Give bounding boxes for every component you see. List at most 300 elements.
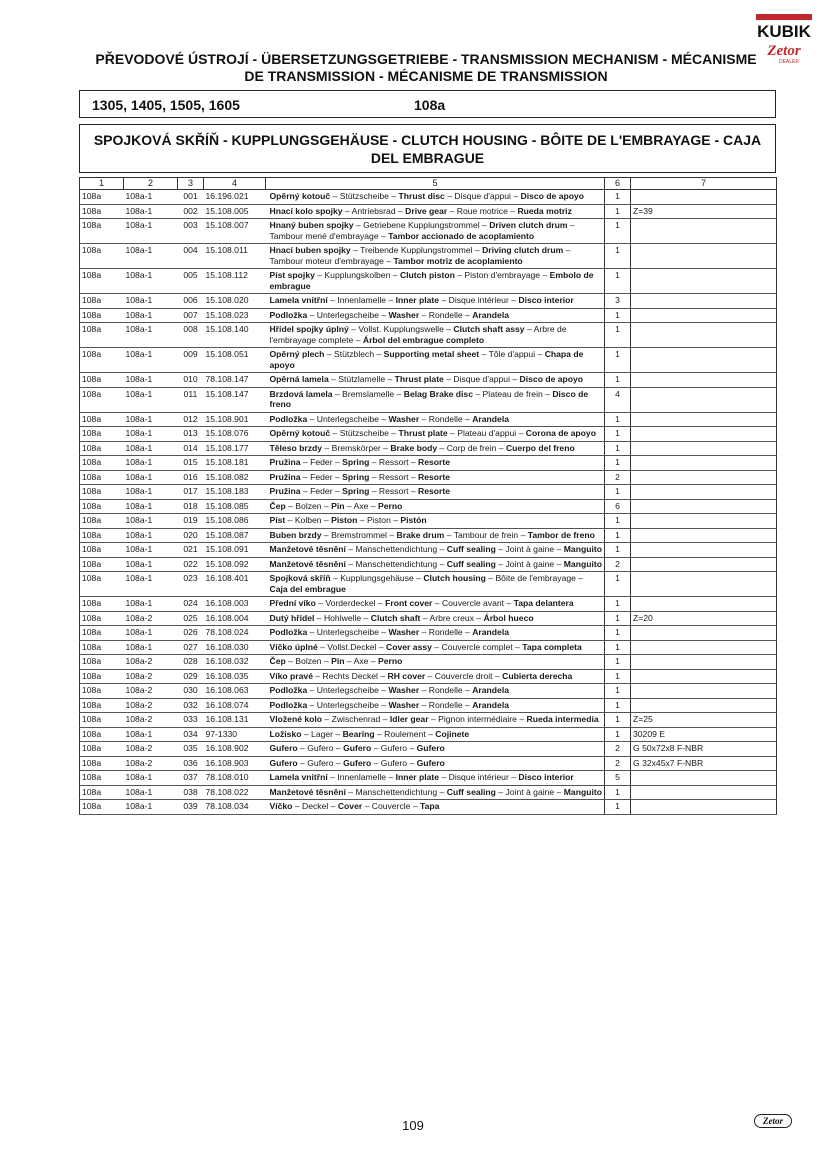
page-number: 109 xyxy=(402,1118,424,1133)
cell-part-number: 97-1330 xyxy=(204,727,266,742)
description-rest: – Unterlegscheibe – xyxy=(307,413,389,424)
cell-quantity: 1 xyxy=(605,204,631,219)
description-en: Washer xyxy=(388,699,420,710)
cell-position: 029 xyxy=(178,669,204,684)
cell-position: 032 xyxy=(178,698,204,713)
description-es: Árbol del embrague completo xyxy=(362,334,485,345)
column-header-6: 6 xyxy=(605,178,631,190)
table-row xyxy=(80,441,777,456)
cell-quantity: 1 xyxy=(605,485,631,500)
cell-quantity: 1 xyxy=(605,713,631,728)
logo-zetor-text: Zetor xyxy=(767,43,801,59)
description-rest2: – Roulement – xyxy=(374,728,436,739)
description-rest: – Unterlegscheibe – xyxy=(307,699,389,710)
description-rest: – Stützlamelle – xyxy=(328,374,395,384)
description-rest2: – Tambour mené d'embrayage – xyxy=(269,220,575,241)
description-rest: – Gufero – xyxy=(297,757,344,768)
cell-description xyxy=(266,412,605,427)
zetor-footer-logo: Zetor xyxy=(754,1114,792,1128)
description-es: Gufero xyxy=(416,757,445,768)
cell-quantity: 1 xyxy=(605,727,631,742)
cell-quantity: 1 xyxy=(605,785,631,800)
cell-figure: 108a-1 xyxy=(124,244,178,269)
cell-description xyxy=(266,727,605,742)
description-rest: – Vorderdeckel – xyxy=(315,598,386,608)
description-name: Čep xyxy=(269,500,286,511)
description-rest2: – Axe – xyxy=(344,656,378,666)
cell-note xyxy=(631,412,777,427)
description-en: Cuff sealing xyxy=(446,786,496,797)
cell-part-number: 15.108.183 xyxy=(204,485,266,500)
cell-position: 037 xyxy=(178,771,204,786)
cell-position: 026 xyxy=(178,626,204,641)
cell-group: 108a xyxy=(80,348,124,373)
description-es: Disco de freno xyxy=(269,388,589,409)
model-box xyxy=(79,90,776,118)
description-name: Opěrná lamela xyxy=(269,374,329,384)
cell-figure: 108a-1 xyxy=(124,456,178,471)
description-rest2: – Piston – xyxy=(357,515,401,525)
description-rest2: – Disque d'appui – xyxy=(443,374,520,384)
description-en: Drive gear xyxy=(405,205,448,216)
description-rest: – Zwischenrad – xyxy=(322,714,390,724)
description-name: Dutý hřídel xyxy=(269,612,315,623)
table-header-row xyxy=(80,178,777,190)
cell-quantity: 1 xyxy=(605,308,631,323)
cell-quantity: 1 xyxy=(605,669,631,684)
column-header-2: 2 xyxy=(124,178,178,190)
description-es: Arandela xyxy=(472,685,509,695)
cell-figure: 108a-1 xyxy=(124,219,178,244)
cell-part-number: 15.108.177 xyxy=(204,441,266,456)
description-en: Spring xyxy=(342,486,370,496)
description-en: Supporting metal sheet xyxy=(383,349,480,359)
cell-part-number: 15.108.051 xyxy=(204,348,266,373)
cell-quantity: 5 xyxy=(605,771,631,786)
table-row xyxy=(80,572,777,597)
cell-description xyxy=(266,323,605,348)
description-en: Bearing xyxy=(342,728,375,739)
cell-position: 014 xyxy=(178,441,204,456)
cell-note xyxy=(631,785,777,800)
cell-description xyxy=(266,669,605,684)
cell-figure: 108a-1 xyxy=(124,499,178,514)
cell-description xyxy=(266,771,605,786)
description-es: Corona de apoyo xyxy=(525,428,596,438)
cell-figure: 108a-1 xyxy=(124,470,178,485)
table-row xyxy=(80,499,777,514)
description-name: Manžetové těsnění xyxy=(269,786,346,797)
description-en: Washer xyxy=(388,627,420,637)
description-en: Piston xyxy=(331,515,358,525)
description-name: Lamela vnitřní xyxy=(269,295,328,305)
table-row xyxy=(80,204,777,219)
description-rest2: – Disque intérieur – xyxy=(439,295,519,305)
cell-part-number: 15.108.011 xyxy=(204,244,266,269)
table-row xyxy=(80,219,777,244)
cell-quantity: 1 xyxy=(605,597,631,612)
cell-part-number: 16.108.902 xyxy=(204,742,266,757)
table-row xyxy=(80,269,777,294)
cell-figure: 108a-1 xyxy=(124,348,178,373)
description-name: Opěrný kotouč xyxy=(269,428,331,438)
description-es: Arandela xyxy=(472,699,509,710)
cell-position: 001 xyxy=(178,190,204,205)
table-row xyxy=(80,626,777,641)
cell-note: Z=20 xyxy=(631,611,777,626)
description-rest: – Rechts Deckel – xyxy=(312,670,388,681)
description-rest2: – Rondelle – xyxy=(419,627,473,637)
table-row xyxy=(80,684,777,699)
cell-quantity: 1 xyxy=(605,800,631,815)
description-en: Inner plate xyxy=(395,295,440,305)
description-rest2: – Arbre creux – xyxy=(420,612,484,623)
logo-zetor-sub: DEALER xyxy=(778,59,799,65)
table-row xyxy=(80,348,777,373)
cell-description xyxy=(266,269,605,294)
description-en: Brake drum xyxy=(396,529,445,540)
cell-quantity: 2 xyxy=(605,557,631,572)
cell-description xyxy=(266,742,605,757)
description-rest2: – Roue motrice – xyxy=(447,205,518,216)
table-row xyxy=(80,557,777,572)
cell-group: 108a xyxy=(80,190,124,205)
description-name: Podložka xyxy=(269,685,308,695)
cell-part-number: 16.108.074 xyxy=(204,698,266,713)
description-name: Podložka xyxy=(269,699,308,710)
cell-description xyxy=(266,499,605,514)
cell-position: 004 xyxy=(178,244,204,269)
cell-position: 020 xyxy=(178,528,204,543)
table-row xyxy=(80,514,777,529)
cell-note xyxy=(631,698,777,713)
cell-note xyxy=(631,557,777,572)
column-header-5: 5 xyxy=(266,178,605,190)
cell-position: 022 xyxy=(178,557,204,572)
cell-group: 108a xyxy=(80,219,124,244)
cell-description xyxy=(266,204,605,219)
cell-part-number: 15.108.085 xyxy=(204,499,266,514)
description-name: Píst xyxy=(269,515,286,525)
description-rest2: – Couvercle – xyxy=(362,801,420,811)
table-row xyxy=(80,713,777,728)
cell-position: 017 xyxy=(178,485,204,500)
column-header-7: 7 xyxy=(631,178,777,190)
cell-description xyxy=(266,514,605,529)
cell-figure: 108a-1 xyxy=(124,387,178,412)
description-name: Opěrný kotouč xyxy=(269,191,331,201)
table-row xyxy=(80,727,777,742)
description-name: Podložka xyxy=(269,627,308,637)
cell-note: G 32x45x7 F-NBR xyxy=(631,756,777,771)
description-es: Resorte xyxy=(418,486,451,496)
model-list: 1305, 1405, 1505, 1605 xyxy=(92,97,240,113)
description-name: Buben brzdy xyxy=(269,529,322,540)
page-title: PŘEVODOVÉ ÚSTROJÍ - ÜBERSETZUNGSGETRIEBE - TRANSMISSION MECHANISM - MÉCANISME DE TRANSMISSION - MÉCANISME DE TRANSMISSION xyxy=(95,51,757,84)
cell-group: 108a xyxy=(80,543,124,558)
cell-description xyxy=(266,441,605,456)
description-rest: – Unterlegscheibe – xyxy=(307,627,389,637)
cell-part-number: 16.108.401 xyxy=(204,572,266,597)
cell-group: 108a xyxy=(80,499,124,514)
parts-table-body xyxy=(80,190,777,815)
cell-note xyxy=(631,219,777,244)
description-rest2: – Gufero – xyxy=(371,757,417,768)
description-es: Chapa de apoyo xyxy=(269,349,584,370)
cell-note xyxy=(631,771,777,786)
cell-note xyxy=(631,348,777,373)
cell-note xyxy=(631,800,777,815)
cell-group: 108a xyxy=(80,373,124,388)
description-rest2: – Disque d'appui – xyxy=(444,191,521,201)
cell-description xyxy=(266,348,605,373)
description-es: Perno xyxy=(377,656,403,666)
description-name: Pružina xyxy=(269,471,301,482)
description-es: Cojinete xyxy=(435,728,470,739)
cell-quantity: 1 xyxy=(605,323,631,348)
cell-quantity: 1 xyxy=(605,190,631,205)
cell-quantity: 1 xyxy=(605,373,631,388)
cell-part-number: 15.108.092 xyxy=(204,557,266,572)
cell-quantity: 1 xyxy=(605,456,631,471)
cell-part-number: 15.108.112 xyxy=(204,269,266,294)
description-rest: – Unterlegscheibe – xyxy=(307,309,389,320)
cell-note xyxy=(631,190,777,205)
table-row xyxy=(80,543,777,558)
description-rest2: – Tôle d'appui – xyxy=(479,349,545,359)
column-header-1: 1 xyxy=(80,178,124,190)
description-en: Spring xyxy=(342,471,370,482)
cell-position: 010 xyxy=(178,373,204,388)
cell-position: 039 xyxy=(178,800,204,815)
cell-quantity: 2 xyxy=(605,470,631,485)
cell-figure: 108a-2 xyxy=(124,669,178,684)
description-name: Pružina xyxy=(269,486,301,496)
cell-group: 108a xyxy=(80,785,124,800)
cell-position: 005 xyxy=(178,269,204,294)
description-name: Víčko xyxy=(269,801,293,811)
description-es: Disco interior xyxy=(518,772,574,782)
description-rest2: – Tambour de frein – xyxy=(444,529,528,540)
cell-part-number: 16.108.903 xyxy=(204,756,266,771)
cell-note: Z=25 xyxy=(631,713,777,728)
cell-position: 038 xyxy=(178,785,204,800)
cell-position: 033 xyxy=(178,713,204,728)
cell-figure: 108a-1 xyxy=(124,204,178,219)
cell-figure: 108a-1 xyxy=(124,528,178,543)
cell-position: 036 xyxy=(178,756,204,771)
cell-note xyxy=(631,572,777,597)
description-name: Hřídel spojky úplný xyxy=(269,324,349,334)
description-en: Cuff sealing xyxy=(446,544,496,554)
table-row xyxy=(80,640,777,655)
cell-position: 003 xyxy=(178,219,204,244)
cell-figure: 108a-1 xyxy=(124,441,178,456)
description-es: Pistón xyxy=(400,515,427,525)
table-row xyxy=(80,485,777,500)
description-rest: – Unterlegscheibe – xyxy=(307,685,389,695)
cell-figure: 108a-1 xyxy=(124,557,178,572)
cell-quantity: 1 xyxy=(605,698,631,713)
cell-part-number: 16.108.035 xyxy=(204,669,266,684)
cell-group: 108a xyxy=(80,655,124,670)
cell-note: 30209 E xyxy=(631,727,777,742)
cell-quantity: 1 xyxy=(605,441,631,456)
description-name: Vložené kolo xyxy=(269,714,323,724)
description-name: Pružina xyxy=(269,457,301,467)
cell-group: 108a xyxy=(80,626,124,641)
cell-group: 108a xyxy=(80,800,124,815)
cell-figure: 108a-1 xyxy=(124,294,178,309)
description-en: Gufero xyxy=(343,743,372,753)
cell-note: G 50x72x8 F-NBR xyxy=(631,742,777,757)
cell-note xyxy=(631,308,777,323)
cell-description xyxy=(266,456,605,471)
cell-position: 008 xyxy=(178,323,204,348)
description-rest: – Stützscheibe – xyxy=(330,191,399,201)
cell-part-number: 15.108.023 xyxy=(204,308,266,323)
cell-note xyxy=(631,528,777,543)
cell-group: 108a xyxy=(80,294,124,309)
cell-note xyxy=(631,597,777,612)
description-rest: – Feder – xyxy=(300,471,343,482)
table-row xyxy=(80,387,777,412)
description-name: Čep xyxy=(269,656,286,666)
description-en: Thrust disc xyxy=(398,191,445,201)
cell-note xyxy=(631,514,777,529)
description-en: Washer xyxy=(388,413,420,424)
description-name: Podložka xyxy=(269,309,308,320)
cell-description xyxy=(266,640,605,655)
cell-quantity: 4 xyxy=(605,387,631,412)
description-rest2: – Ressort – xyxy=(369,486,419,496)
description-en: Cover assy xyxy=(386,641,432,652)
description-es: Tapa delantera xyxy=(513,598,574,608)
cell-group: 108a xyxy=(80,485,124,500)
cell-group: 108a xyxy=(80,713,124,728)
description-rest: – Kolben – xyxy=(285,515,332,525)
cell-part-number: 15.108.901 xyxy=(204,412,266,427)
table-row xyxy=(80,470,777,485)
cell-description xyxy=(266,684,605,699)
cell-description xyxy=(266,597,605,612)
description-rest: – Feder – xyxy=(300,486,343,496)
description-name: Manžetové těsnění xyxy=(269,544,346,554)
description-es: Rueda motriz xyxy=(517,205,572,216)
description-en: Driving clutch drum xyxy=(482,245,564,255)
description-rest: – Vollst. Kupplungswelle – xyxy=(348,324,454,334)
cell-description xyxy=(266,387,605,412)
cell-part-number: 16.108.030 xyxy=(204,640,266,655)
cell-note xyxy=(631,387,777,412)
cell-note xyxy=(631,640,777,655)
description-en: Gufero xyxy=(343,757,372,768)
description-es: Arandela xyxy=(472,627,509,637)
cell-group: 108a xyxy=(80,557,124,572)
description-en: Washer xyxy=(388,309,420,320)
description-rest: – Deckel – xyxy=(292,801,338,811)
cell-note xyxy=(631,427,777,442)
cell-part-number: 16.108.003 xyxy=(204,597,266,612)
description-rest2: – Plateau d'appui – xyxy=(447,428,526,438)
logo-kubik-text: KUBIK xyxy=(757,22,811,41)
cell-position: 009 xyxy=(178,348,204,373)
description-rest2: – Joint à gaine – xyxy=(495,558,564,569)
description-es: Cuerpo del freno xyxy=(505,442,575,453)
cell-position: 019 xyxy=(178,514,204,529)
description-es: Rueda intermedia xyxy=(526,714,599,724)
description-en: Front cover xyxy=(385,598,433,608)
cell-quantity: 2 xyxy=(605,756,631,771)
description-rest: – Lager – xyxy=(301,728,343,739)
cell-quantity: 1 xyxy=(605,640,631,655)
cell-position: 002 xyxy=(178,204,204,219)
cell-note xyxy=(631,441,777,456)
cell-description xyxy=(266,800,605,815)
description-es: Resorte xyxy=(418,471,451,482)
cell-description xyxy=(266,785,605,800)
table-row xyxy=(80,373,777,388)
cell-description xyxy=(266,244,605,269)
table-row xyxy=(80,756,777,771)
cell-position: 013 xyxy=(178,427,204,442)
table-row xyxy=(80,294,777,309)
cell-description xyxy=(266,572,605,597)
cell-group: 108a xyxy=(80,308,124,323)
description-rest: – Bremstrommel – xyxy=(321,529,397,540)
description-rest: – Bremskörper – xyxy=(322,442,391,453)
description-rest2: – Disque intérieur – xyxy=(439,772,519,782)
description-es: Embolo de embrague xyxy=(269,270,594,291)
cell-figure: 108a-1 xyxy=(124,308,178,323)
description-rest: – Kupplungskolben – xyxy=(314,270,400,280)
description-en: Idler gear xyxy=(389,714,429,724)
cell-group: 108a xyxy=(80,204,124,219)
cell-note: Z=39 xyxy=(631,204,777,219)
section-code: 108a xyxy=(414,97,446,113)
cell-group: 108a xyxy=(80,742,124,757)
cell-position: 034 xyxy=(178,727,204,742)
table-row xyxy=(80,323,777,348)
cell-figure: 108a-1 xyxy=(124,514,178,529)
cell-quantity: 2 xyxy=(605,742,631,757)
cell-note xyxy=(631,485,777,500)
description-es: Gufero xyxy=(416,743,445,753)
logo-bar xyxy=(756,14,812,20)
table-row xyxy=(80,244,777,269)
cell-part-number: 15.108.087 xyxy=(204,528,266,543)
table-row xyxy=(80,456,777,471)
cell-position: 006 xyxy=(178,294,204,309)
cell-position: 015 xyxy=(178,456,204,471)
description-rest2: – Gufero – xyxy=(371,743,417,753)
cell-figure: 108a-1 xyxy=(124,771,178,786)
description-rest: – Bolzen – xyxy=(285,500,332,511)
description-en: Belag Brake disc xyxy=(403,388,473,399)
description-en: Inner plate xyxy=(395,772,440,782)
description-rest2: – Rondelle – xyxy=(419,413,473,424)
cell-position: 018 xyxy=(178,499,204,514)
cell-part-number: 78.108.022 xyxy=(204,785,266,800)
description-rest2: – Pignon intermédiaire – xyxy=(428,714,527,724)
description-rest2: – Piston d'embrayage – xyxy=(454,270,550,280)
cell-quantity: 1 xyxy=(605,219,631,244)
cell-description xyxy=(266,485,605,500)
table-row xyxy=(80,698,777,713)
cell-group: 108a xyxy=(80,684,124,699)
description-rest: – Innenlamelle – xyxy=(327,295,396,305)
description-name: Gufero xyxy=(269,757,298,768)
